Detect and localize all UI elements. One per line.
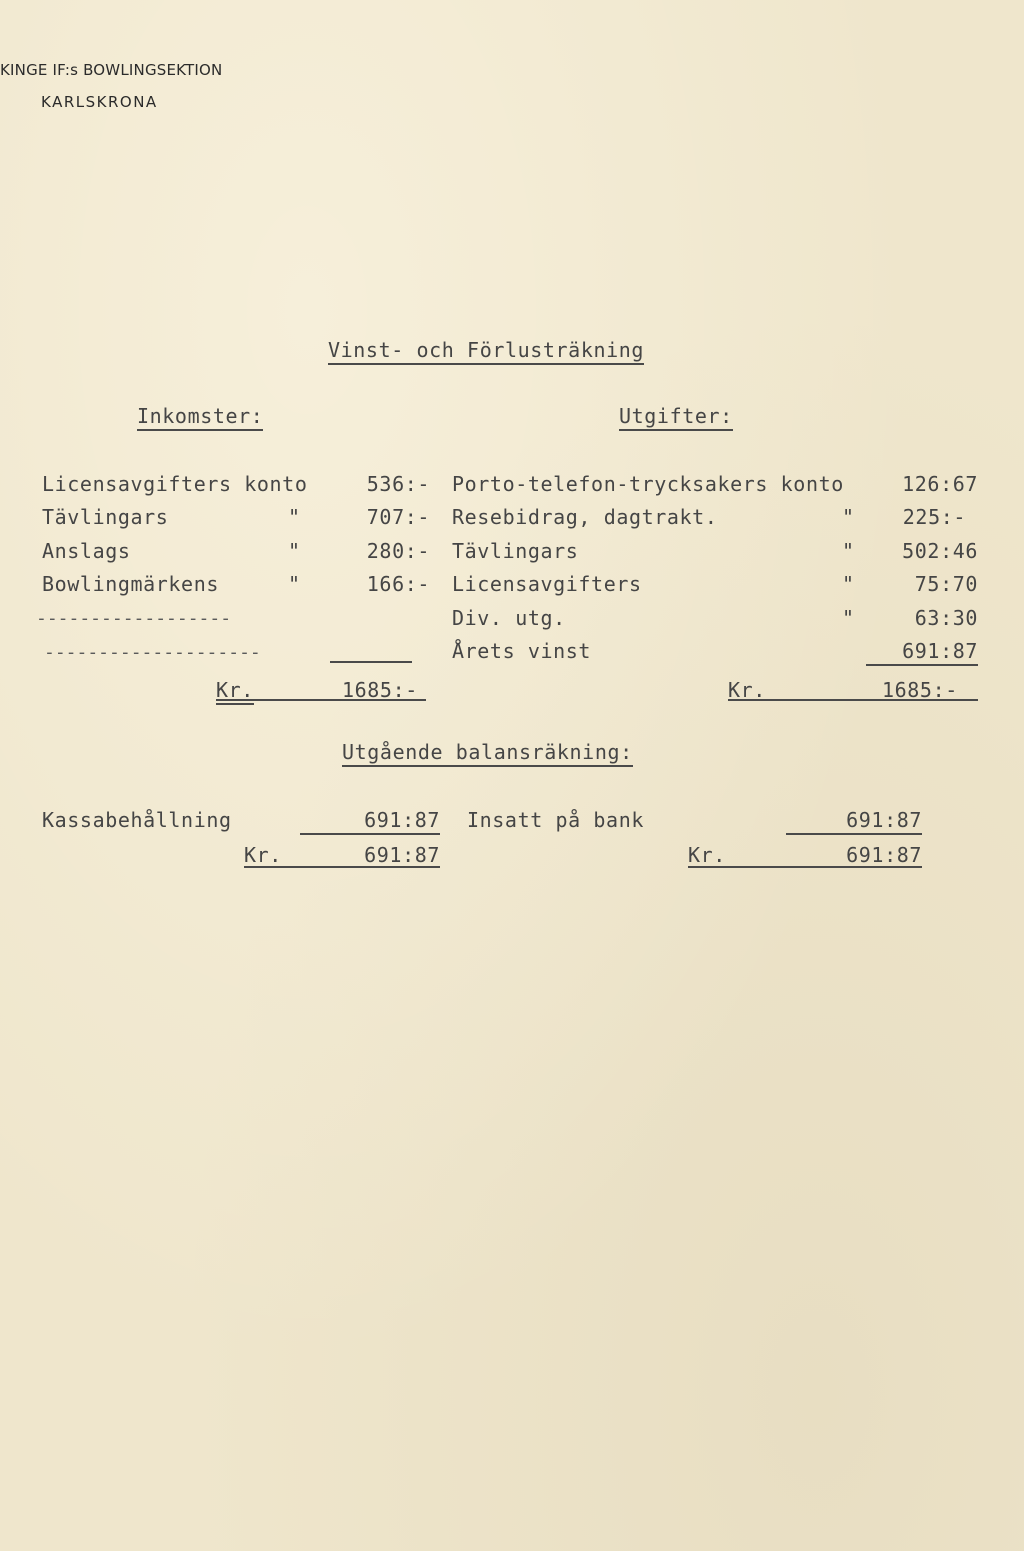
income-total-rule — [216, 699, 426, 701]
income-row-label: Licensavgifters konto — [42, 472, 308, 496]
income-row-amount: 166:- — [366, 572, 430, 596]
income-row-amount: 536:- — [366, 472, 430, 496]
dash-filler-line: -------------------- — [44, 642, 261, 663]
expense-row-amount: 691:87 — [902, 639, 978, 663]
balance-left-total: 691:87 — [364, 843, 440, 867]
ditto-mark: " — [842, 606, 855, 630]
ditto-mark: " — [842, 572, 855, 596]
expense-row-label: Resebidrag, dagtrakt. — [452, 505, 718, 529]
ditto-mark: " — [842, 539, 855, 563]
expense-total-rule — [728, 699, 978, 701]
balance-right-label: Insatt på bank — [467, 808, 644, 832]
letterhead-city: KARLSKRONA — [41, 93, 158, 111]
balance-left-total-label: Kr. — [244, 843, 282, 867]
ditto-mark: " — [288, 505, 301, 529]
expense-row-label: Div. utg. — [452, 606, 566, 630]
balance-right-rule — [786, 833, 922, 835]
expense-sum-rule — [866, 664, 978, 666]
income-total-label: Kr. — [216, 678, 254, 705]
balance-left-label: Kassabehållning — [42, 808, 232, 832]
expense-total-label: Kr. — [728, 678, 766, 702]
expense-row-label: Porto-telefon-trycksakers konto — [452, 472, 844, 496]
expense-row-label: Tävlingars — [452, 539, 579, 563]
dash-filler-line: ------------------ — [36, 608, 232, 629]
income-total: 1685:- — [342, 678, 418, 702]
income-row-amount: 707:- — [366, 505, 430, 529]
expense-row-amount: 502:46 — [902, 539, 978, 563]
ditto-mark: " — [288, 572, 301, 596]
income-row-label: Tävlingars — [42, 505, 169, 529]
income-row-label: Anslags — [42, 539, 131, 563]
balance-left-amount: 691:87 — [364, 808, 440, 832]
balance-right-total: 691:87 — [846, 843, 922, 867]
ditto-mark: " — [288, 539, 301, 563]
balance-right-total-rule — [688, 866, 922, 868]
expense-row-label: Årets vinst — [452, 639, 592, 663]
balance-right-amount: 691:87 — [846, 808, 922, 832]
expense-row-amount: 225:- — [902, 505, 966, 529]
balance-right-total-label: Kr. — [688, 843, 726, 867]
income-sum-rule — [330, 661, 412, 663]
expense-row-amount: 63:30 — [914, 606, 978, 630]
income-heading: Inkomster: — [137, 404, 263, 431]
expense-row-amount: 75:70 — [914, 572, 978, 596]
balance-left-total-rule — [244, 866, 440, 868]
expense-row-label: Licensavgifters — [452, 572, 642, 596]
balance-left-rule — [300, 833, 440, 835]
expense-total: 1685:- — [882, 678, 958, 702]
expense-row-amount: 126:67 — [902, 472, 978, 496]
document-title: Vinst- och Förlusträkning — [328, 338, 644, 365]
income-row-label: Bowlingmärkens — [42, 572, 219, 596]
expenses-heading: Utgifter: — [619, 404, 733, 431]
balance-heading: Utgående balansräkning: — [342, 740, 633, 767]
letterhead-org-name: KINGE IF:s BOWLINGSEKTION — [0, 61, 223, 79]
income-row-amount: 280:- — [366, 539, 430, 563]
ditto-mark: " — [842, 505, 855, 529]
